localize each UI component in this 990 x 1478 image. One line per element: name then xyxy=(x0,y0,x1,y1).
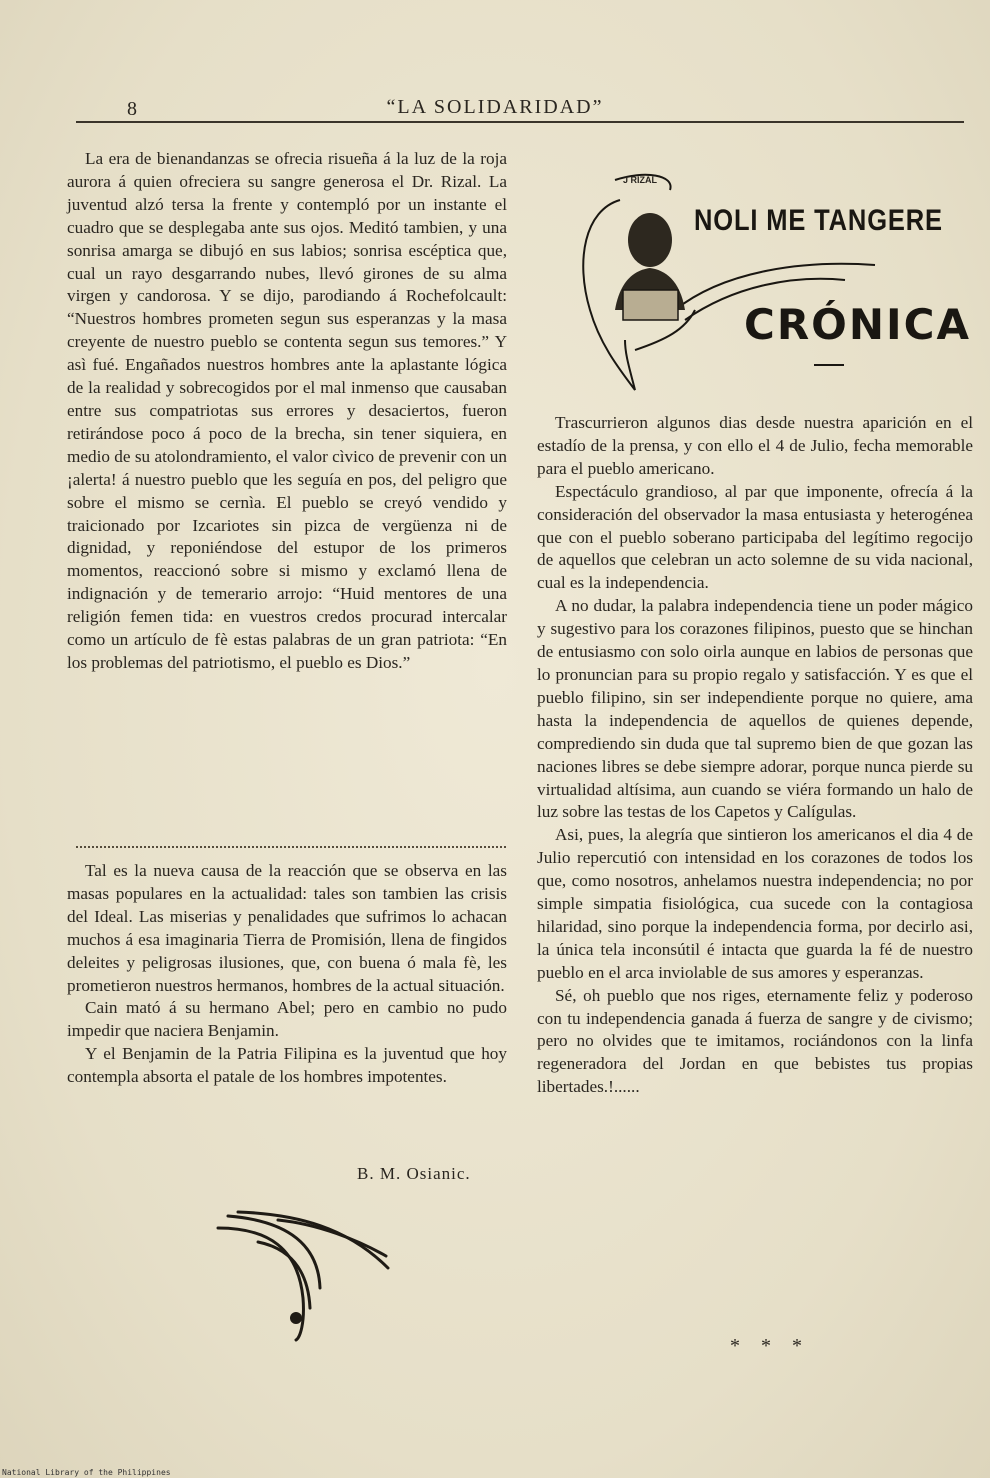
logo-title: NOLI ME TANGERE xyxy=(694,204,943,237)
right-column-article xyxy=(537,412,973,1099)
article-paragraph: Y el Benjamin de la Patria Filipina es la juventud que hoy contempla absorta el patale de los hombres impotentes. xyxy=(67,1044,507,1087)
article-paragraph: Tal es la nueva causa de la reacción que se observa en las masas populares en la actualidad: tales son tambien las crisis del Ideal. Las miserias y penalidades que sufrimos lo achacan muchos á esa imaginaria Tierra de Promisión, llena de fingidos deleites y peligrosas ilusiones, que, con buena ó mala fè, les prometieron nuestros hermanos, hombres de la actual situación. xyxy=(67,861,507,995)
page-number: 8 xyxy=(127,98,137,120)
header-rule xyxy=(76,121,964,123)
end-asterisks: * * * xyxy=(730,1335,810,1357)
heading-dash xyxy=(814,364,844,366)
article-paragraph: Trascurrieron algunos dias desde nuestra aparición en el estadío de la prensa, y con ello el 4 de Julio, fecha memorable para el pueblo americano. xyxy=(537,413,973,478)
library-credit: National Library of the Philippines xyxy=(2,1468,171,1477)
ornament-flourish-icon xyxy=(208,1208,398,1348)
article-paragraph: Asi, pues, la alegría que sintieron los americanos el dia 4 de Julio repercutió con intensidad en los corazones de todos los que, como nosotros, anhelamos nuestra independencia; no por simple simpatia fisiológica, cua sucede con la contagiosa hilaridad, sino porque la independencia forma, por decirlo asi, la única tela inconsútil é intacta que guarda la fé de nuestro pueblo en el arca inviolable de sus amores y esperanzas. xyxy=(537,825,973,982)
left-column-continuation xyxy=(67,860,507,1089)
newspaper-title: “LA SOLIDARIDAD” xyxy=(386,96,604,118)
section-heading: CRÓNICA xyxy=(744,300,971,349)
article-paragraph: La era de bienandanzas se ofrecia risueña á la luz de la roja aurora á quien ofreciera su sangre generosa el Dr. Rizal. La juventud alzó tersa la frente y contempló por un instante el cuadro que se desplegaba ante sus ojos. Meditó tambien, y una sonrisa amarga se dibujó en sus labios; sonrisa escéptica que, cual un rayo desgarrando nubes, llevó girones de su alma virgen y candorosa. Y se dijo, parodiando á Rochefolcault: “Nuestros hombres prometen segun sus esperanzas y la masa creyente de nuestro pueblo se contenta segun sus temores.” Y asì fué. Engañados nuestros hombres ante la aplastante lógica de la realidad y sobrecogidos por el mal inmenso que causaban entre sus compatriotas sus errores y desaciertos, fueron retirándose poco á poco de la brecha, sin tener siquiera, en medio de su atolondramiento, el valor cìvico de prevenir con un ¡alerta! á nuestro pueblo que les seguía en pos, del peligro que sobre el mismo se cernìa. El pueblo se creyó vendido y traicionado por Izcariotes sin pizca de vergüenza ni de dignidad, y reponiéndose del estupor de los primeros momentos, reaccionó sobre si mismo y exclamó llena de indignación y de temerario arrojo: “Huid mentores de una religión femen tida: en vuestros credos procurad intercalar como un artículo de fè estas palabras de un gran patriota: “En los problemas del patriotismo, el pueblo es Dios.” xyxy=(67,149,507,672)
article-paragraph: Espectáculo grandioso, al par que imponente, ofrecía á la consideración del observador la masa entusiasta y heterogénea que con el pueblo soberano participaba del legítimo regocijo de aquellos que celebran un acto solemne de su vida nacional, cual es la independencia. xyxy=(537,481,973,593)
author-signature: B. M. Osianic. xyxy=(357,1164,471,1183)
left-column-article xyxy=(67,148,507,675)
logo-rizal-label: J RIZAL xyxy=(623,175,658,185)
article-paragraph: Cain mató á su hermano Abel; pero en cambio no pudo impedir que naciera Benjamin. xyxy=(67,998,507,1041)
article-paragraph: Sé, oh pueblo que nos riges, eternamente feliz y poderoso con tu independencia ganada á fuerza de sangre y de civismo; pero no olvides que te imitamos, rociándonos con la linfa regeneradora del Jordan en que bebistes tus propias libertades.!...... xyxy=(537,985,973,1097)
section-divider xyxy=(76,846,506,848)
article-paragraph: A no dudar, la palabra independencia tiene un poder mágico y sugestivo para los corazones filipinos, puesto que se hinchan de entusiasmo con solo oirla aunque en labios de personas que lo pronuncian para su propio regalo y satisfacción. Y es que el pueblo filipino, sin ser independiente porque no quiere, ama hasta la independencia de aquellos de quienes depende, comprediendo sin duda que tal supremo bien de que gozan las naciones libres se debe siempre adorar, porque nunca pierde su virtualidad altísima, aun cuando se viéra formando un halo de luz sobre las testas de los Capetos y Calígulas. xyxy=(537,596,973,822)
